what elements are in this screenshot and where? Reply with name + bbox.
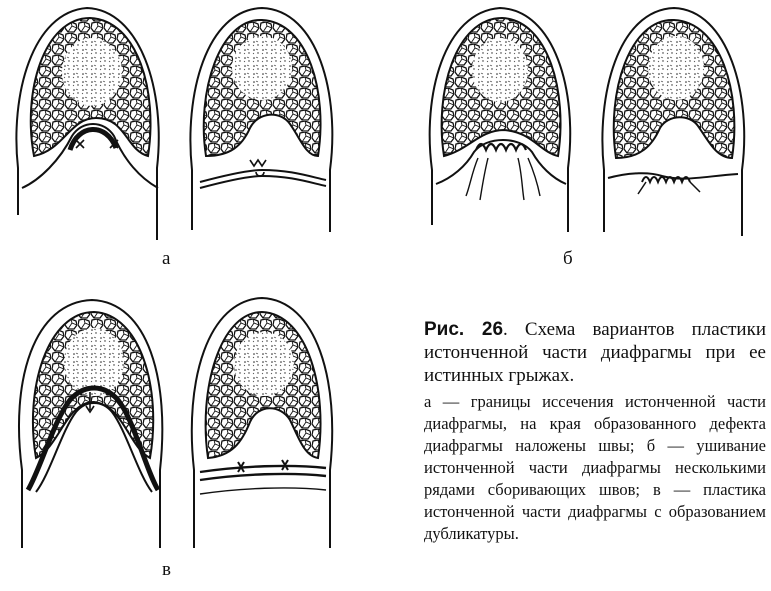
caption-fig-label: Рис. 26 bbox=[424, 319, 504, 340]
duplicature-lower bbox=[200, 474, 326, 480]
caption-title-text: . Схема вариантов пластики истонченной части диафрагмы при ее истинных грыжах. bbox=[424, 319, 766, 386]
panel-b-right-drawing bbox=[602, 8, 744, 236]
suture-ends bbox=[466, 158, 540, 200]
panel-label-v: в bbox=[162, 559, 171, 580]
caption-title bbox=[424, 318, 766, 387]
panel-label-a: а bbox=[162, 248, 171, 269]
suture-knot bbox=[250, 160, 266, 176]
figure-caption bbox=[424, 318, 766, 545]
panel-v-right-drawing bbox=[192, 298, 332, 548]
diaphragm-base bbox=[200, 488, 326, 494]
panel-b-left-drawing bbox=[430, 8, 571, 232]
panel-a-right-drawing bbox=[190, 8, 332, 232]
duplicature-upper bbox=[200, 466, 326, 472]
panel-a-left-drawing bbox=[16, 8, 158, 240]
gathering-sutures bbox=[476, 144, 526, 150]
panel-label-b: б bbox=[563, 248, 573, 269]
suture-mark-left bbox=[76, 140, 84, 148]
diaphragm-line bbox=[608, 173, 738, 178]
panel-v-left-drawing bbox=[19, 300, 162, 548]
caption-description: а — границы иссечения истонченной части диафрагмы, на края образованного дефекта диафрагмы наложены швы; б — ушивание истонченной части диафрагмы несколькими рядами сборивающих швов; в — пластика истонченной части диафрагмы с образованием дубликатуры. bbox=[424, 392, 766, 543]
suture-arrows bbox=[638, 182, 700, 194]
